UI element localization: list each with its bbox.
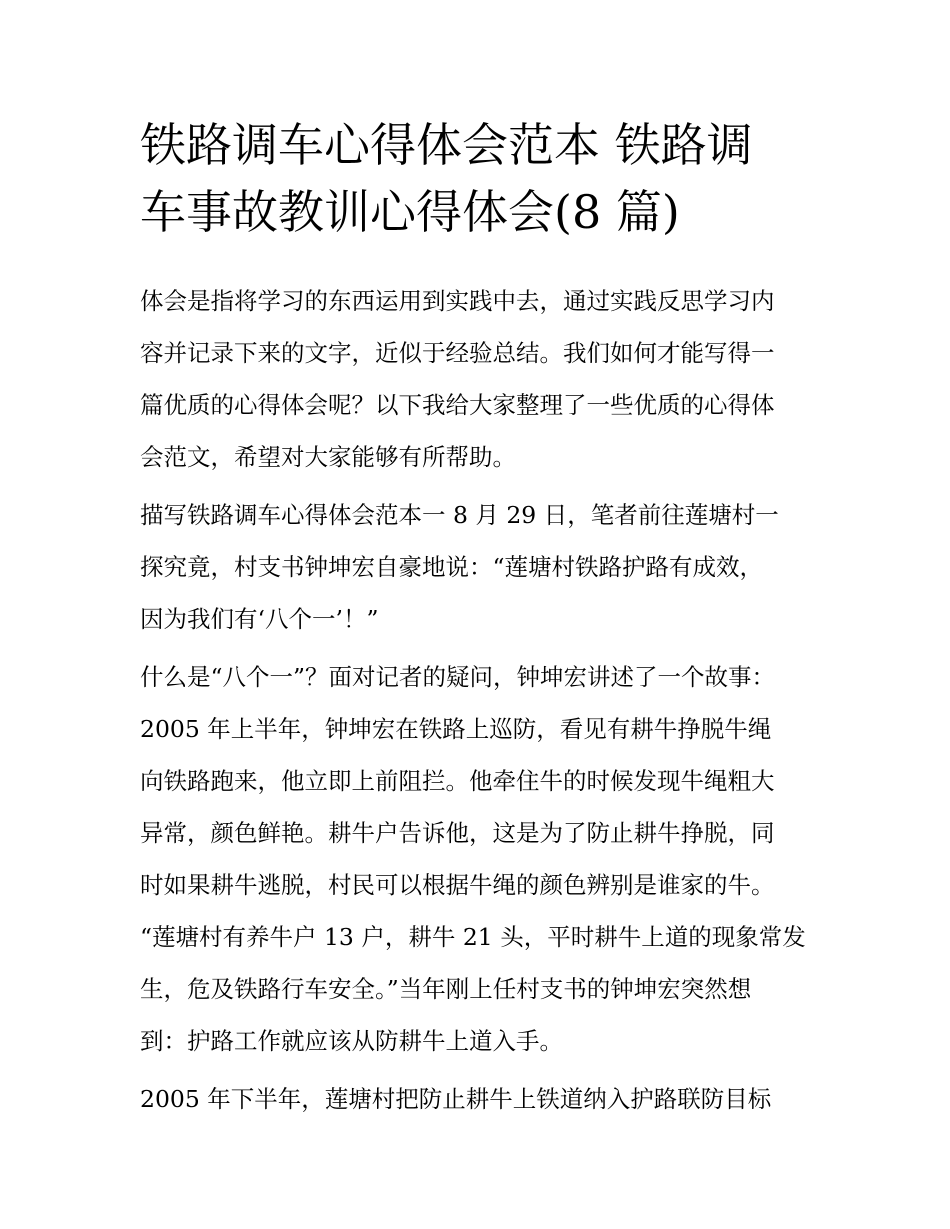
text-line: 描写铁路调车心得体会范本一 8 月 29 日，笔者前往莲塘村一 bbox=[140, 501, 779, 529]
text-line: 2005 年下半年，莲塘村把防止耕牛上铁道纳入护路联防目标 bbox=[140, 1085, 772, 1113]
text-line: 因为我们有‘八个一’！” bbox=[140, 605, 379, 633]
document-body bbox=[140, 275, 830, 1131]
text-line: 什么是“八个一”？面对记者的疑问，钟坤宏讲述了一个故事： bbox=[140, 663, 776, 691]
text-line: “莲塘村有养牛户 13 户，耕牛 21 头，平时耕牛上道的现象常发 bbox=[140, 923, 806, 951]
text-line: 会范文，希望对大家能够有所帮助。 bbox=[140, 443, 516, 471]
text-line: 篇优质的心得体会呢？以下我给大家整理了一些优质的心得体 bbox=[140, 391, 775, 419]
text-line: 到：护路工作就应该从防耕牛上道入手。 bbox=[140, 1027, 563, 1055]
text-line: 容并记录下来的文字，近似于经验总结。我们如何才能写得一 bbox=[140, 339, 775, 367]
paragraph-3 bbox=[140, 1073, 830, 1125]
text-line: 体会是指将学习的东西运用到实践中去，通过实践反思学习内 bbox=[140, 287, 775, 315]
paragraph-intro bbox=[140, 275, 830, 483]
text-line: 时如果耕牛逃脱，村民可以根据牛绳的颜色辨别是谁家的牛。 bbox=[140, 871, 775, 899]
paragraph-1 bbox=[140, 489, 830, 645]
title-line: 车事故教训心得体会(8 篇) bbox=[140, 185, 680, 239]
text-line: 异常，颜色鲜艳。耕牛户告诉他，这是为了防止耕牛挣脱，同 bbox=[140, 819, 775, 847]
text-line: 向铁路跑来，他立即上前阻拦。他牵住牛的时候发现牛绳粗大 bbox=[140, 767, 775, 795]
title-line: 铁路调车心得体会范本 铁路调 bbox=[140, 118, 753, 172]
text-line: 探究竟，村支书钟坤宏自豪地说：“莲塘村铁路护路有成效， bbox=[140, 553, 764, 581]
paragraph-2 bbox=[140, 651, 830, 1067]
text-line: 2005 年上半年，钟坤宏在铁路上巡防，看见有耕牛挣脱牛绳 bbox=[140, 715, 772, 743]
document-title bbox=[140, 112, 820, 246]
text-line: 生，危及铁路行车安全。”当年刚上任村支书的钟坤宏突然想 bbox=[140, 975, 752, 1003]
